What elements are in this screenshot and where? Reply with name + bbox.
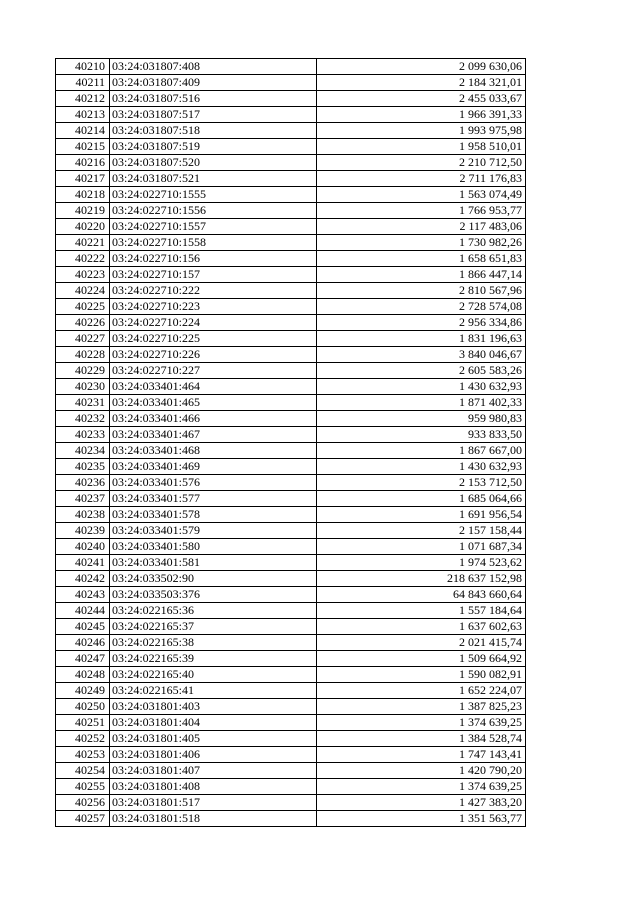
table-row <box>56 507 526 523</box>
cadastral-number-cell: 03:24:022710:225 <box>110 331 317 347</box>
cadastral-value-cell: 1 730 982,26 <box>317 235 526 251</box>
table-row <box>56 571 526 587</box>
row-number-cell: 40236 <box>56 475 110 491</box>
table-row <box>56 363 526 379</box>
cadastral-number-cell: 03:24:022165:41 <box>110 683 317 699</box>
cadastral-number-cell: 03:24:022165:40 <box>110 667 317 683</box>
table-body <box>56 59 526 827</box>
cadastral-number-cell: 03:24:022710:222 <box>110 283 317 299</box>
cadastral-value-cell: 2 455 033,67 <box>317 91 526 107</box>
table-row <box>56 379 526 395</box>
cadastral-number-cell: 03:24:022710:1557 <box>110 219 317 235</box>
table-row <box>56 123 526 139</box>
table-row <box>56 667 526 683</box>
row-number-cell: 40254 <box>56 763 110 779</box>
row-number-cell: 40239 <box>56 523 110 539</box>
table-row <box>56 267 526 283</box>
cadastral-number-cell: 03:24:033401:580 <box>110 539 317 555</box>
table-row <box>56 203 526 219</box>
cadastral-value-cell: 2 728 574,08 <box>317 299 526 315</box>
cadastral-value-cell: 1 974 523,62 <box>317 555 526 571</box>
row-number-cell: 40235 <box>56 459 110 475</box>
cadastral-number-cell: 03:24:031801:403 <box>110 699 317 715</box>
table-row <box>56 155 526 171</box>
table-row <box>56 347 526 363</box>
table-row <box>56 315 526 331</box>
row-number-cell: 40253 <box>56 747 110 763</box>
cadastral-number-cell: 03:24:031807:518 <box>110 123 317 139</box>
cadastral-value-cell: 1 685 064,66 <box>317 491 526 507</box>
cadastral-number-cell: 03:24:031801:517 <box>110 795 317 811</box>
row-number-cell: 40231 <box>56 395 110 411</box>
table-row <box>56 59 526 75</box>
cadastral-value-cell: 1 374 639,25 <box>317 779 526 795</box>
cadastral-value-cell: 2 157 158,44 <box>317 523 526 539</box>
table-row <box>56 619 526 635</box>
table-row <box>56 715 526 731</box>
cadastral-value-cell: 1 563 074,49 <box>317 187 526 203</box>
table-row <box>56 539 526 555</box>
row-number-cell: 40229 <box>56 363 110 379</box>
cadastral-number-cell: 03:24:031807:408 <box>110 59 317 75</box>
cadastral-value-cell: 2 711 176,83 <box>317 171 526 187</box>
cadastral-value-cell: 218 637 152,98 <box>317 571 526 587</box>
cadastral-value-cell: 1 071 687,34 <box>317 539 526 555</box>
table-row <box>56 171 526 187</box>
row-number-cell: 40240 <box>56 539 110 555</box>
cadastral-value-cell: 1 430 632,93 <box>317 379 526 395</box>
cadastral-value-cell: 1 658 651,83 <box>317 251 526 267</box>
cadastral-number-cell: 03:24:022710:1556 <box>110 203 317 219</box>
row-number-cell: 40210 <box>56 59 110 75</box>
table-row <box>56 395 526 411</box>
cadastral-number-cell: 03:24:031801:405 <box>110 731 317 747</box>
cadastral-value-cell: 1 831 196,63 <box>317 331 526 347</box>
row-number-cell: 40222 <box>56 251 110 267</box>
row-number-cell: 40245 <box>56 619 110 635</box>
cadastral-number-cell: 03:24:022710:156 <box>110 251 317 267</box>
row-number-cell: 40255 <box>56 779 110 795</box>
cadastral-value-cell: 1 747 143,41 <box>317 747 526 763</box>
row-number-cell: 40214 <box>56 123 110 139</box>
table-row <box>56 459 526 475</box>
cadastral-value-cell: 1 958 510,01 <box>317 139 526 155</box>
cadastral-number-cell: 03:24:022710:1558 <box>110 235 317 251</box>
cadastral-value-cell: 2 184 321,01 <box>317 75 526 91</box>
row-number-cell: 40246 <box>56 635 110 651</box>
cadastral-value-cell: 1 766 953,77 <box>317 203 526 219</box>
cadastral-value-cell: 1 590 082,91 <box>317 667 526 683</box>
row-number-cell: 40257 <box>56 811 110 827</box>
cadastral-number-cell: 03:24:031801:404 <box>110 715 317 731</box>
row-number-cell: 40250 <box>56 699 110 715</box>
cadastral-number-cell: 03:24:022165:37 <box>110 619 317 635</box>
table-row <box>56 811 526 827</box>
cadastral-number-cell: 03:24:022710:157 <box>110 267 317 283</box>
cadastral-number-cell: 03:24:022165:36 <box>110 603 317 619</box>
table-row <box>56 251 526 267</box>
row-number-cell: 40219 <box>56 203 110 219</box>
cadastral-value-cell: 1 993 975,98 <box>317 123 526 139</box>
cadastral-value-cell: 1 430 632,93 <box>317 459 526 475</box>
cadastral-number-cell: 03:24:022710:1555 <box>110 187 317 203</box>
table-row <box>56 747 526 763</box>
cadastral-value-cell: 1 509 664,92 <box>317 651 526 667</box>
row-number-cell: 40227 <box>56 331 110 347</box>
table-row <box>56 299 526 315</box>
cadastral-value-table <box>55 58 526 827</box>
cadastral-number-cell: 03:24:022165:39 <box>110 651 317 667</box>
cadastral-value-cell: 1 427 383,20 <box>317 795 526 811</box>
row-number-cell: 40224 <box>56 283 110 299</box>
cadastral-value-cell: 1 871 402,33 <box>317 395 526 411</box>
table-row <box>56 283 526 299</box>
row-number-cell: 40252 <box>56 731 110 747</box>
cadastral-number-cell: 03:24:031801:518 <box>110 811 317 827</box>
cadastral-value-cell: 933 833,50 <box>317 427 526 443</box>
row-number-cell: 40212 <box>56 91 110 107</box>
table-row <box>56 427 526 443</box>
row-number-cell: 40242 <box>56 571 110 587</box>
cadastral-value-cell: 1 966 391,33 <box>317 107 526 123</box>
cadastral-number-cell: 03:24:033401:469 <box>110 459 317 475</box>
row-number-cell: 40251 <box>56 715 110 731</box>
row-number-cell: 40237 <box>56 491 110 507</box>
row-number-cell: 40244 <box>56 603 110 619</box>
row-number-cell: 40223 <box>56 267 110 283</box>
cadastral-value-cell: 2 021 415,74 <box>317 635 526 651</box>
cadastral-value-cell: 1 867 667,00 <box>317 443 526 459</box>
row-number-cell: 40228 <box>56 347 110 363</box>
cadastral-value-cell: 64 843 660,64 <box>317 587 526 603</box>
row-number-cell: 40217 <box>56 171 110 187</box>
row-number-cell: 40241 <box>56 555 110 571</box>
row-number-cell: 40230 <box>56 379 110 395</box>
cadastral-number-cell: 03:24:031807:520 <box>110 155 317 171</box>
cadastral-number-cell: 03:24:033401:581 <box>110 555 317 571</box>
row-number-cell: 40220 <box>56 219 110 235</box>
cadastral-value-cell: 2 099 630,06 <box>317 59 526 75</box>
cadastral-number-cell: 03:24:022165:38 <box>110 635 317 651</box>
row-number-cell: 40211 <box>56 75 110 91</box>
cadastral-value-cell: 2 153 712,50 <box>317 475 526 491</box>
cadastral-number-cell: 03:24:031807:517 <box>110 107 317 123</box>
table-row <box>56 731 526 747</box>
table-row <box>56 331 526 347</box>
table-row <box>56 475 526 491</box>
cadastral-number-cell: 03:24:031807:521 <box>110 171 317 187</box>
table-row <box>56 139 526 155</box>
table-row <box>56 235 526 251</box>
table-row <box>56 587 526 603</box>
cadastral-number-cell: 03:24:033401:578 <box>110 507 317 523</box>
cadastral-value-cell: 2 810 567,96 <box>317 283 526 299</box>
table-row <box>56 683 526 699</box>
cadastral-number-cell: 03:24:022710:223 <box>110 299 317 315</box>
cadastral-number-cell: 03:24:031801:406 <box>110 747 317 763</box>
row-number-cell: 40249 <box>56 683 110 699</box>
row-number-cell: 40221 <box>56 235 110 251</box>
cadastral-number-cell: 03:24:022710:224 <box>110 315 317 331</box>
cadastral-number-cell: 03:24:031801:408 <box>110 779 317 795</box>
cadastral-number-cell: 03:24:033401:465 <box>110 395 317 411</box>
row-number-cell: 40247 <box>56 651 110 667</box>
cadastral-value-cell: 1 652 224,07 <box>317 683 526 699</box>
cadastral-value-cell: 1 557 184,64 <box>317 603 526 619</box>
cadastral-number-cell: 03:24:033401:467 <box>110 427 317 443</box>
row-number-cell: 40238 <box>56 507 110 523</box>
table-row <box>56 635 526 651</box>
cadastral-value-cell: 1 374 639,25 <box>317 715 526 731</box>
table-row <box>56 75 526 91</box>
row-number-cell: 40215 <box>56 139 110 155</box>
cadastral-value-cell: 2 210 712,50 <box>317 155 526 171</box>
cadastral-number-cell: 03:24:033401:468 <box>110 443 317 459</box>
table-row <box>56 779 526 795</box>
cadastral-value-cell: 1 351 563,77 <box>317 811 526 827</box>
cadastral-number-cell: 03:24:031801:407 <box>110 763 317 779</box>
row-number-cell: 40225 <box>56 299 110 315</box>
row-number-cell: 40213 <box>56 107 110 123</box>
row-number-cell: 40233 <box>56 427 110 443</box>
cadastral-value-cell: 959 980,83 <box>317 411 526 427</box>
row-number-cell: 40226 <box>56 315 110 331</box>
cadastral-number-cell: 03:24:031807:519 <box>110 139 317 155</box>
cadastral-value-cell: 2 605 583,26 <box>317 363 526 379</box>
table-row <box>56 555 526 571</box>
cadastral-value-cell: 1 387 825,23 <box>317 699 526 715</box>
cadastral-number-cell: 03:24:022710:226 <box>110 347 317 363</box>
cadastral-number-cell: 03:24:022710:227 <box>110 363 317 379</box>
table-row <box>56 651 526 667</box>
cadastral-value-cell: 1 637 602,63 <box>317 619 526 635</box>
table-row <box>56 795 526 811</box>
cadastral-value-cell: 1 691 956,54 <box>317 507 526 523</box>
table-row <box>56 699 526 715</box>
cadastral-number-cell: 03:24:033401:579 <box>110 523 317 539</box>
row-number-cell: 40243 <box>56 587 110 603</box>
cadastral-number-cell: 03:24:033401:576 <box>110 475 317 491</box>
table-row <box>56 91 526 107</box>
row-number-cell: 40218 <box>56 187 110 203</box>
cadastral-number-cell: 03:24:033401:577 <box>110 491 317 507</box>
table-row <box>56 411 526 427</box>
row-number-cell: 40256 <box>56 795 110 811</box>
table-row <box>56 443 526 459</box>
cadastral-number-cell: 03:24:033401:466 <box>110 411 317 427</box>
row-number-cell: 40234 <box>56 443 110 459</box>
cadastral-value-cell: 2 117 483,06 <box>317 219 526 235</box>
table-row <box>56 187 526 203</box>
cadastral-number-cell: 03:24:031807:516 <box>110 91 317 107</box>
table-row <box>56 219 526 235</box>
table-row <box>56 603 526 619</box>
table-row <box>56 763 526 779</box>
cadastral-value-cell: 2 956 334,86 <box>317 315 526 331</box>
row-number-cell: 40216 <box>56 155 110 171</box>
cadastral-value-cell: 1 384 528,74 <box>317 731 526 747</box>
cadastral-number-cell: 03:24:033503:376 <box>110 587 317 603</box>
cadastral-value-cell: 1 866 447,14 <box>317 267 526 283</box>
cadastral-number-cell: 03:24:033401:464 <box>110 379 317 395</box>
table-row <box>56 491 526 507</box>
table-row <box>56 523 526 539</box>
cadastral-value-cell: 1 420 790,20 <box>317 763 526 779</box>
cadastral-number-cell: 03:24:033502:90 <box>110 571 317 587</box>
row-number-cell: 40248 <box>56 667 110 683</box>
row-number-cell: 40232 <box>56 411 110 427</box>
cadastral-number-cell: 03:24:031807:409 <box>110 75 317 91</box>
table-row <box>56 107 526 123</box>
cadastral-value-cell: 3 840 046,67 <box>317 347 526 363</box>
